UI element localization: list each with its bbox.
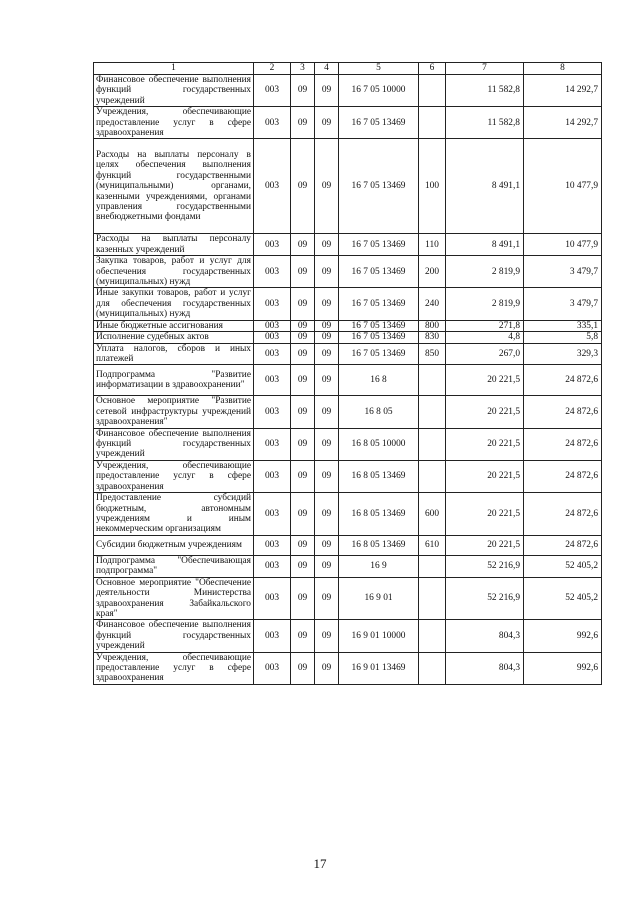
subsection-cell: 09 [315,256,339,288]
target-article-cell: 16 9 [339,555,419,577]
table-header-row [94,63,602,75]
row-name-cell: Основное мероприятие "Развитие сетевой инфраструктуры учреждений здравоохранения" [94,396,254,428]
amount-cell-col7: 20 221,5 [446,428,524,460]
expense-type-cell [419,428,446,460]
amount-cell-col8: 52 405,2 [524,555,602,577]
subsection-cell: 09 [315,234,339,256]
admin-code-cell: 003 [254,652,291,684]
section-cell: 09 [291,365,315,396]
section-cell: 09 [291,577,315,620]
amount-cell-col8: 10 477,9 [524,234,602,256]
amount-cell-col8: 3 479,7 [524,256,602,288]
admin-code-cell: 003 [254,555,291,577]
admin-code-cell: 003 [254,396,291,428]
target-article-cell: 16 7 05 13469 [339,332,419,343]
column-header: 6 [419,63,446,75]
row-name-cell: Исполнение судебных актов [94,332,254,343]
admin-code-cell: 003 [254,256,291,288]
column-header: 5 [339,63,419,75]
target-article-cell: 16 9 01 10000 [339,620,419,652]
admin-code-cell: 003 [254,75,291,107]
target-article-cell: 16 7 05 13469 [339,320,419,331]
amount-cell-col8: 14 292,7 [524,75,602,107]
section-cell: 09 [291,555,315,577]
amount-cell-col7: 271,8 [446,320,524,331]
admin-code-cell: 003 [254,535,291,555]
column-header: 7 [446,63,524,75]
amount-cell-col7: 20 221,5 [446,492,524,535]
amount-cell-col8: 3 479,7 [524,288,602,320]
expense-type-cell [419,460,446,492]
target-article-cell: 16 8 [339,365,419,396]
amount-cell-col7: 2 819,9 [446,256,524,288]
table-row [94,139,602,234]
expense-type-cell: 600 [419,492,446,535]
row-name-cell: Финансовое обеспечение выполнения функций государственных учреждений [94,428,254,460]
expense-type-cell: 110 [419,234,446,256]
admin-code-cell: 003 [254,343,291,365]
section-cell: 09 [291,620,315,652]
expense-type-cell: 100 [419,139,446,234]
amount-cell-col8: 335,1 [524,320,602,331]
amount-cell-col7: 20 221,5 [446,460,524,492]
subsection-cell: 09 [315,396,339,428]
section-cell: 09 [291,288,315,320]
target-article-cell: 16 7 05 13469 [339,343,419,365]
amount-cell-col8: 52 405,2 [524,577,602,620]
table-row [94,396,602,428]
subsection-cell: 09 [315,139,339,234]
amount-cell-col8: 24 872,6 [524,396,602,428]
admin-code-cell: 003 [254,365,291,396]
amount-cell-col7: 804,3 [446,620,524,652]
subsection-cell: 09 [315,288,339,320]
amount-cell-col8: 24 872,6 [524,535,602,555]
subsection-cell: 09 [315,428,339,460]
amount-cell-col8: 24 872,6 [524,460,602,492]
subsection-cell: 09 [315,107,339,139]
amount-cell-col7: 20 221,5 [446,396,524,428]
row-name-cell: Уплата налогов, сборов и иных платежей [94,343,254,365]
subsection-cell: 09 [315,75,339,107]
expense-type-cell [419,75,446,107]
table-row [94,365,602,396]
table-row [94,256,602,288]
expense-type-cell: 830 [419,332,446,343]
expense-type-cell: 200 [419,256,446,288]
target-article-cell: 16 8 05 [339,396,419,428]
admin-code-cell: 003 [254,460,291,492]
row-name-cell: Иные закупки товаров, работ и услуг для обеспечения государственных (муниципальных) нужд [94,288,254,320]
table-row [94,577,602,620]
target-article-cell: 16 8 05 13469 [339,492,419,535]
row-name-cell: Финансовое обеспечение выполнения функций государственных учреждений [94,75,254,107]
target-article-cell: 16 7 05 13469 [339,288,419,320]
section-cell: 09 [291,492,315,535]
admin-code-cell: 003 [254,320,291,331]
row-name-cell: Иные бюджетные ассигнования [94,320,254,331]
subsection-cell: 09 [315,620,339,652]
admin-code-cell: 003 [254,288,291,320]
section-cell: 09 [291,256,315,288]
row-name-cell: Основное мероприятие "Обеспечение деятельности Министерства здравоохранения Забайкальского края" [94,577,254,620]
subsection-cell: 09 [315,555,339,577]
amount-cell-col7: 2 819,9 [446,288,524,320]
subsection-cell: 09 [315,320,339,331]
amount-cell-col7: 52 216,9 [446,577,524,620]
budget-table [93,62,602,685]
row-name-cell: Предоставление субсидий бюджетным, автономным учреждениям и иным некоммерческим организациям [94,492,254,535]
table-row [94,75,602,107]
amount-cell-col8: 24 872,6 [524,492,602,535]
table-row [94,332,602,343]
subsection-cell: 09 [315,535,339,555]
table-row [94,343,602,365]
section-cell: 09 [291,75,315,107]
budget-table-container [93,62,601,685]
target-article-cell: 16 8 05 10000 [339,428,419,460]
table-row [94,492,602,535]
target-article-cell: 16 7 05 13469 [339,256,419,288]
amount-cell-col7: 52 216,9 [446,555,524,577]
target-article-cell: 16 9 01 [339,577,419,620]
amount-cell-col8: 992,6 [524,620,602,652]
table-row [94,428,602,460]
table-row [94,620,602,652]
column-header: 4 [315,63,339,75]
admin-code-cell: 003 [254,107,291,139]
amount-cell-col8: 5,8 [524,332,602,343]
expense-type-cell [419,652,446,684]
column-header: 2 [254,63,291,75]
target-article-cell: 16 7 05 13469 [339,139,419,234]
section-cell: 09 [291,139,315,234]
target-article-cell: 16 8 05 13469 [339,535,419,555]
target-article-cell: 16 7 05 10000 [339,75,419,107]
expense-type-cell: 850 [419,343,446,365]
subsection-cell: 09 [315,332,339,343]
admin-code-cell: 003 [254,139,291,234]
section-cell: 09 [291,460,315,492]
section-cell: 09 [291,332,315,343]
row-name-cell: Финансовое обеспечение выполнения функций государственных учреждений [94,620,254,652]
admin-code-cell: 003 [254,428,291,460]
section-cell: 09 [291,234,315,256]
amount-cell-col7: 804,3 [446,652,524,684]
table-row [94,535,602,555]
subsection-cell: 09 [315,492,339,535]
section-cell: 09 [291,652,315,684]
subsection-cell: 09 [315,652,339,684]
target-article-cell: 16 7 05 13469 [339,234,419,256]
column-header: 3 [291,63,315,75]
amount-cell-col7: 267,0 [446,343,524,365]
expense-type-cell [419,555,446,577]
column-header: 1 [94,63,254,75]
amount-cell-col8: 329,3 [524,343,602,365]
amount-cell-col7: 8 491,1 [446,139,524,234]
amount-cell-col7: 11 582,8 [446,107,524,139]
row-name-cell: Учреждения, обеспечивающие предоставление услуг в сфере здравоохранения [94,460,254,492]
admin-code-cell: 003 [254,577,291,620]
subsection-cell: 09 [315,365,339,396]
table-row [94,460,602,492]
expense-type-cell: 610 [419,535,446,555]
row-name-cell: Расходы на выплаты персоналу казенных учреждений [94,234,254,256]
table-row [94,320,602,331]
section-cell: 09 [291,535,315,555]
page-number: 17 [313,856,327,871]
row-name-cell: Закупка товаров, работ и услуг для обеспечения государственных (муниципальных) нужд [94,256,254,288]
admin-code-cell: 003 [254,620,291,652]
expense-type-cell [419,365,446,396]
column-header: 8 [524,63,602,75]
subsection-cell: 09 [315,577,339,620]
row-name-cell: Подпрограмма "Развитие информатизации в здравоохранении" [94,365,254,396]
amount-cell-col7: 11 582,8 [446,75,524,107]
row-name-cell: Учреждения, обеспечивающие предоставление услуг в сфере здравоохранения [94,652,254,684]
amount-cell-col8: 992,6 [524,652,602,684]
row-name-cell: Расходы на выплаты персоналу в целях обеспечения выполнения функций государственными (муниципальными) органами, казенными учреждениями, органами управления государственными внебюджетными фондами [94,139,254,234]
amount-cell-col8: 10 477,9 [524,139,602,234]
section-cell: 09 [291,396,315,428]
section-cell: 09 [291,343,315,365]
expense-type-cell [419,620,446,652]
table-row [94,652,602,684]
table-row [94,555,602,577]
row-name-cell: Подпрограмма "Обеспечивающая подпрограмма" [94,555,254,577]
admin-code-cell: 003 [254,492,291,535]
expense-type-cell: 240 [419,288,446,320]
admin-code-cell: 003 [254,332,291,343]
amount-cell-col7: 8 491,1 [446,234,524,256]
row-name-cell: Субсидии бюджетным учреждениям [94,535,254,555]
amount-cell-col8: 14 292,7 [524,107,602,139]
amount-cell-col8: 24 872,6 [524,428,602,460]
amount-cell-col7: 4,8 [446,332,524,343]
table-row [94,234,602,256]
section-cell: 09 [291,107,315,139]
row-name-cell: Учреждения, обеспечивающие предоставление услуг в сфере здравоохранения [94,107,254,139]
subsection-cell: 09 [315,343,339,365]
section-cell: 09 [291,428,315,460]
table-row [94,288,602,320]
subsection-cell: 09 [315,460,339,492]
target-article-cell: 16 7 05 13469 [339,107,419,139]
amount-cell-col7: 20 221,5 [446,535,524,555]
amount-cell-col7: 20 221,5 [446,365,524,396]
target-article-cell: 16 9 01 13469 [339,652,419,684]
expense-type-cell: 800 [419,320,446,331]
expense-type-cell [419,396,446,428]
amount-cell-col8: 24 872,6 [524,365,602,396]
section-cell: 09 [291,320,315,331]
target-article-cell: 16 8 05 13469 [339,460,419,492]
expense-type-cell [419,107,446,139]
expense-type-cell [419,577,446,620]
table-row [94,107,602,139]
admin-code-cell: 003 [254,234,291,256]
